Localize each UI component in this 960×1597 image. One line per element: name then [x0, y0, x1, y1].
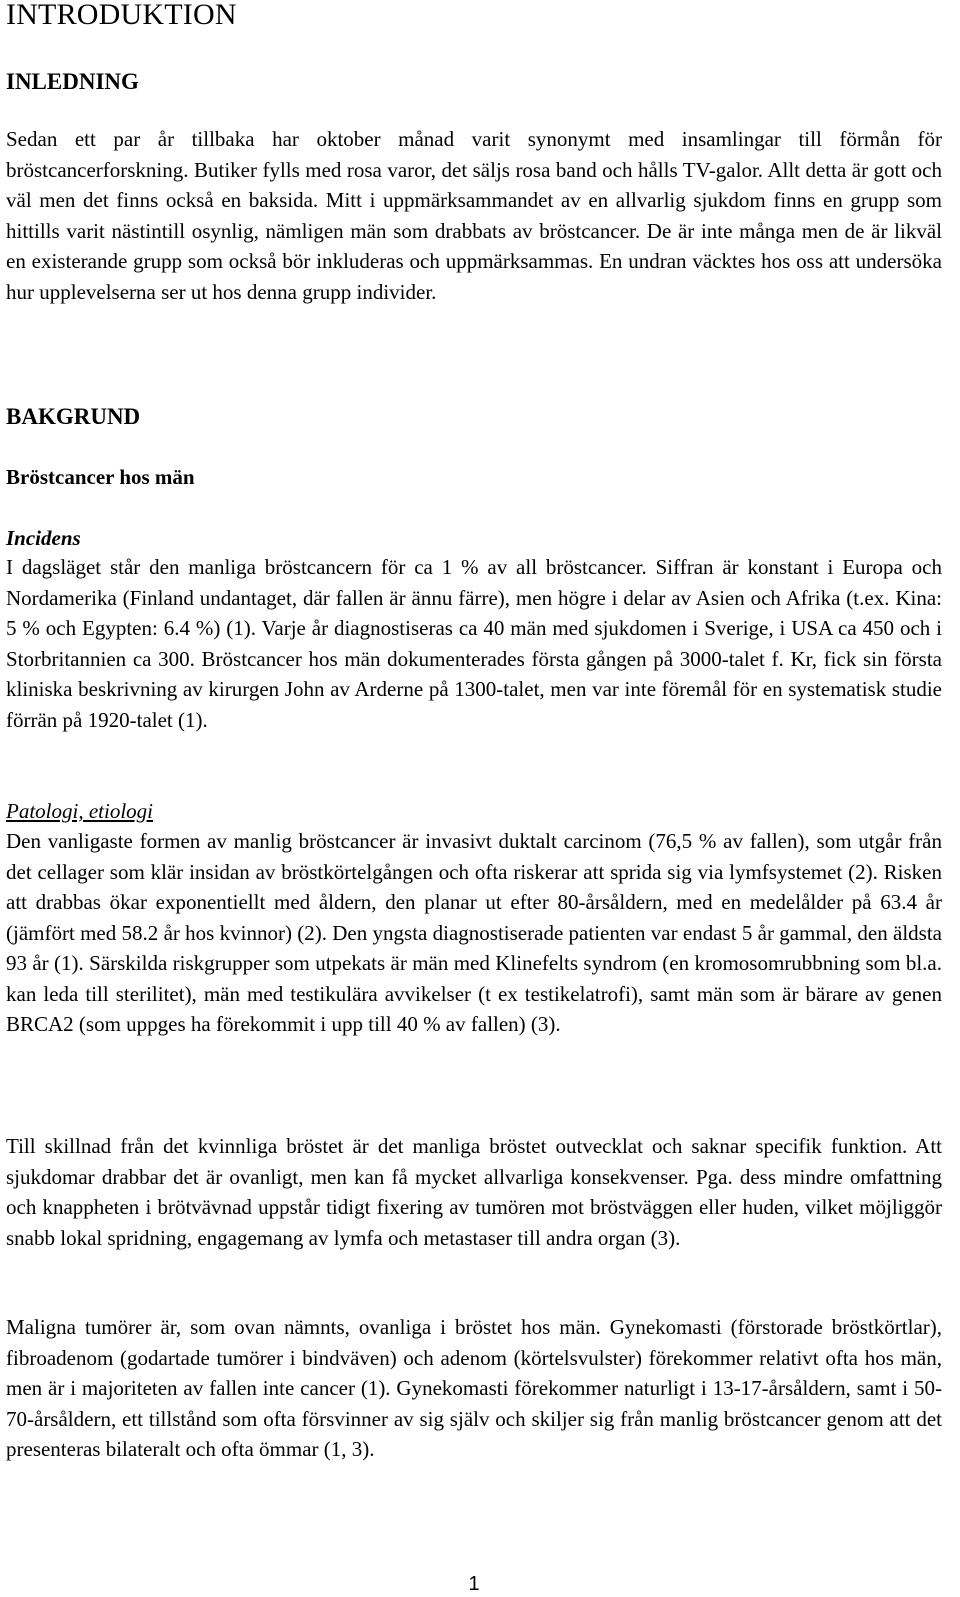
- section-heading-inledning: INLEDNING: [6, 69, 139, 94]
- subsection-heading: Bröstcancer hos män: [6, 465, 195, 489]
- paragraph-skillnad: Till skillnad från det kvinnliga bröstet är det manliga bröstet outvecklat och saknar specifik funktion. Att sjukdomar drabbar det är ovanligt, men kan få mycket allvarliga konsekvenser. Pga. dess mindre omfattning och knappheten i brötvävnad uppstår tidigt fixering av tumören mot bröstväggen eller huden, vilket möjliggör snabb lokal spridning, engagemang av lymfa och metastaser till andra organ (3).: [6, 1134, 942, 1250]
- paragraph-maligna: Maligna tumörer är, som ovan nämnts, ovanliga i bröstet hos män. Gynekomasti (förstorade bröstkörtlar), fibroadenom (godartade tumörer i bindväven) och adenom (körtelsvulster) förekommer relativt ofta hos män, men är i majoriteten av fallen inte cancer (1). Gynekomasti förekommer naturligt i 13-17-årsåldern, samt i 50-70-årsåldern, ett tillstånd som ofta försvinner av sig själv och skiljer sig från manlig bröstcancer genom att det presenteras bilateralt och ofta ömmar (1, 3).: [6, 1315, 942, 1461]
- paragraph-inledning: Sedan ett par år tillbaka har oktober månad varit synonymt med insamlingar till förmån för bröstcancerforskning. Butiker fylls med rosa varor, det säljs rosa band och hålls TV-galor. Allt detta är gott och väl men det finns också en baksida. Mitt i uppmärksammandet av en allvarlig sjukdom finns en grupp som hittills varit nästintill osynlig, nämligen män som drabbats av bröstcancer. De är inte många men de är likväl en existerande grupp som också bör inkluderas och uppmärksammas. En undran väcktes hos oss att undersöka hur upplevelserna ser ut hos denna grupp individer.: [6, 127, 942, 304]
- document-title: INTRODUKTION: [6, 0, 237, 31]
- paragraph-patologi: Den vanligaste formen av manlig bröstcancer är invasivt duktalt carcinom (76,5 % av fallen), som utgår från det cellager som klär insidan av bröstkörtelgången och ofta riskerar att sprida sig via lymfsystemet (2). Risken att drabbas ökar exponentiellt med åldern, den planar ut efter 80-årsåldern, med en medelålder på 63.4 år (jämfört med 58.2 år hos kvinnor) (2). Den yngsta diagnostiserade patienten var endast 5 år gammal, den äldsta 93 år (1). Särskilda riskgrupper som utpekats är män med Klinefelts syndrom (en kromosomrubbning som bl.a. kan leda till sterilitet), män med testikulära avvikelser (t ex testikelatrofi), samt män som är bärare av genen BRCA2 (som uppges ha förekommit i upp till 40 % av fallen) (3).: [6, 829, 942, 1036]
- page-number: 1: [468, 1573, 480, 1595]
- paragraph-incidens: I dagsläget står den manliga bröstcancern för ca 1 % av all bröstcancer. Siffran är konstant i Europa och Nordamerika (Finland undantaget, där fallen är ännu färre), men högre i delar av Asien och Afrika (t.ex. Kina: 5 % och Egypten: 6.4 %) (1). Varje år diagnostiseras ca 40 män med sjukdomen i Sverige, i USA ca 450 och i Storbritannien ca 300. Bröstcancer hos män dokumenterades första gången på 3000-talet f. Kr, fick sin första kliniska beskrivning av kirurgen John av Arderne på 1300-talet, men var inte föremål för en systematisk studie förrän på 1920-talet (1).: [6, 555, 942, 732]
- subheading-incidens: Incidens: [6, 526, 81, 550]
- subheading-patologi: Patologi, etiologi: [6, 799, 153, 823]
- section-heading-bakgrund: BAKGRUND: [6, 404, 141, 429]
